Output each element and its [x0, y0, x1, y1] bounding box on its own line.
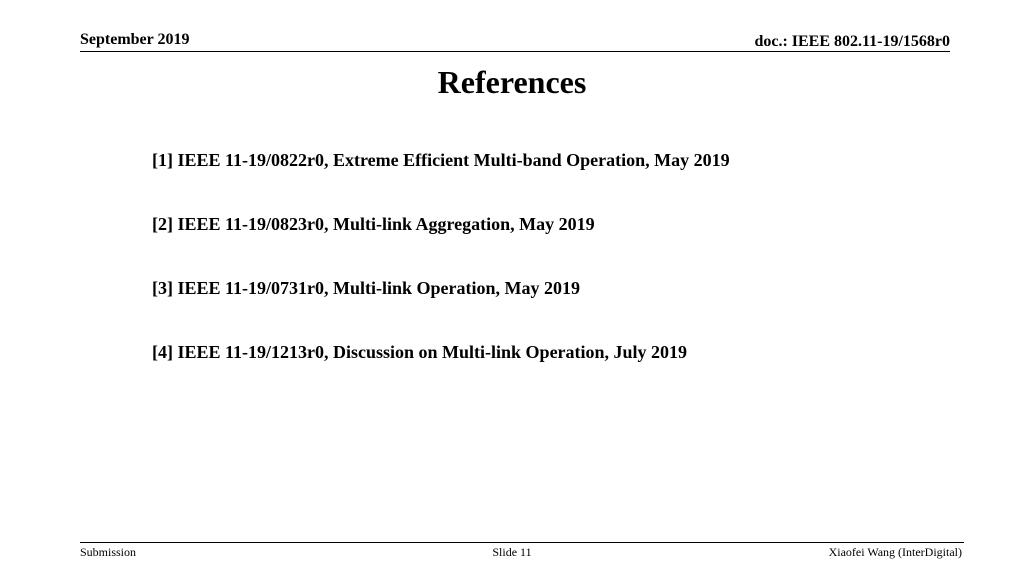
footer-author: Xiaofei Wang (InterDigital) — [828, 545, 962, 559]
reference-item: [3] IEEE 11-19/0731r0, Multi-link Operation, May 2019 — [152, 278, 581, 298]
reference-list — [152, 148, 730, 404]
slide-title: References — [437, 64, 587, 100]
header-doc-id: doc.: IEEE 802.11-19/1568r0 — [754, 33, 950, 50]
footer-slide-number: Slide 11 — [492, 545, 532, 559]
reference-item: [4] IEEE 11-19/1213r0, Discussion on Multi-link Operation, July 2019 — [152, 342, 688, 362]
reference-item: [1] IEEE 11-19/0822r0, Extreme Efficient Multi-band Operation, May 2019 — [152, 150, 730, 170]
reference-item: [2] IEEE 11-19/0823r0, Multi-link Aggregation, May 2019 — [152, 214, 595, 234]
footer-submission: Submission — [80, 545, 137, 559]
footer-divider — [80, 542, 964, 543]
header-divider — [80, 51, 950, 52]
header-date: September 2019 — [80, 31, 190, 48]
